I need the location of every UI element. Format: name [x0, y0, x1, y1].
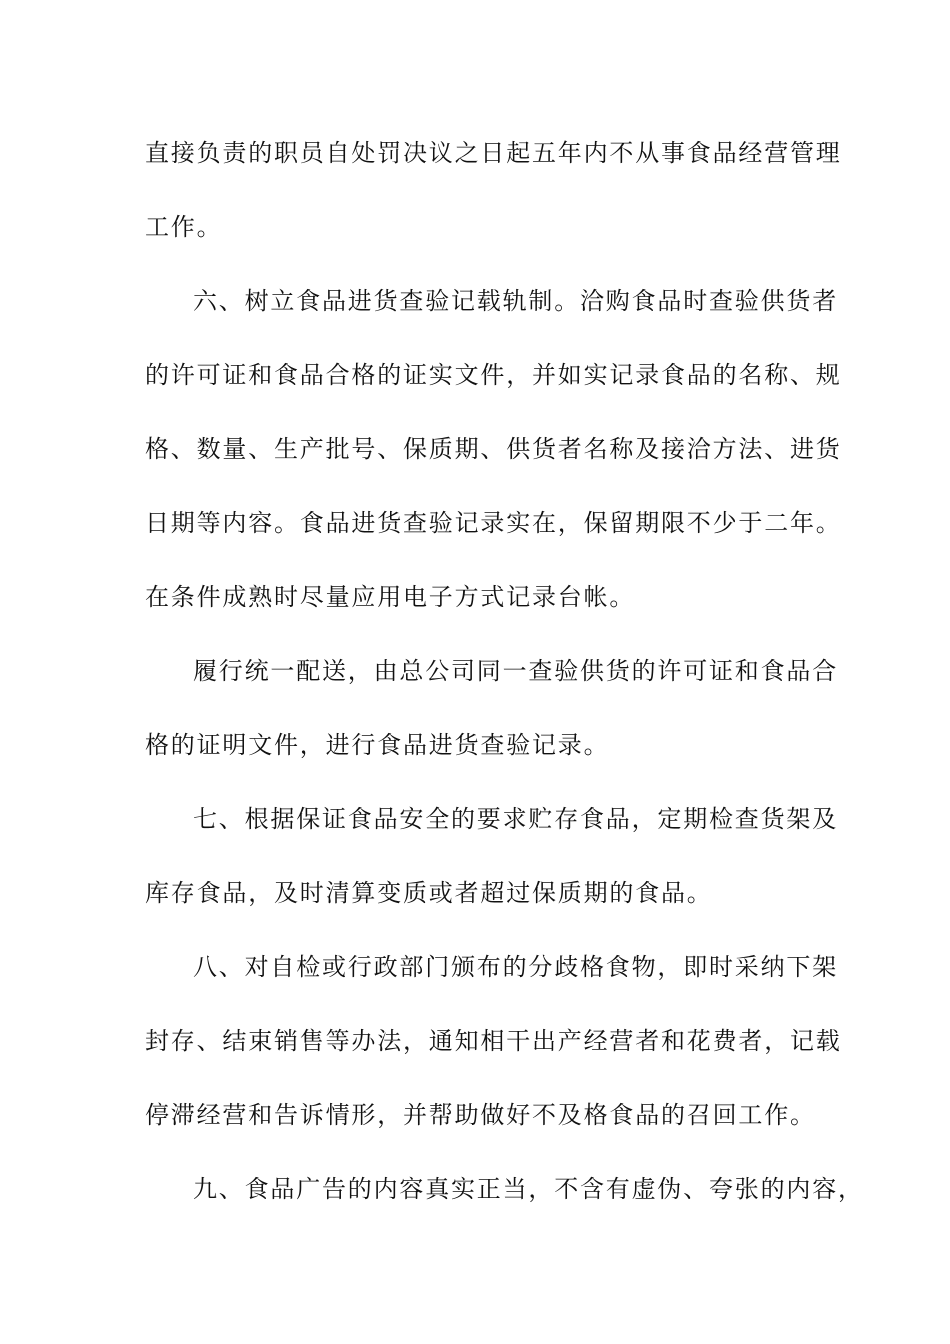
text-line: 的许可证和食品合格的证实文件，并如实记录食品的名称、规: [145, 361, 842, 389]
text-line: 日期等内容。食品进货查验记录实在，保留期限不少于二年。: [145, 509, 842, 537]
paragraph-start-line: 履行统一配送，由总公司同一查验供货的许可证和食品合: [193, 657, 838, 685]
paragraph-start-line: 九、食品广告的内容真实正当，不含有虚伪、夸张的内容，: [193, 1175, 864, 1203]
text-line: 停滞经营和告诉情形，并帮助做好不及格食品的召回工作。: [145, 1101, 816, 1129]
text-line: 工作。: [145, 213, 223, 241]
text-line: 直接负责的职员自处罚决议之日起五年内不从事食品经营管理: [145, 139, 842, 167]
text-line: 格、数量、生产批号、保质期、供货者名称及接洽方法、进货: [145, 435, 842, 463]
text-line: 库存食品，及时清算变质或者超过保质期的食品。: [145, 879, 713, 907]
text-line: 格的证明文件，进行食品进货查验记录。: [145, 731, 610, 759]
paragraph-start-line: 八、对自检或行政部门颁布的分歧格食物，即时采纳下架: [193, 953, 838, 981]
text-line: 封存、结束销售等办法，通知相干出产经营者和花费者，记载: [145, 1027, 842, 1055]
paragraph-start-line: 七、根据保证食品安全的要求贮存食品，定期检查货架及: [193, 805, 838, 833]
paragraph-start-line: 六、树立食品进货查验记载轨制。洽购食品时查验供货者: [193, 287, 838, 315]
text-line: 在条件成熟时尽量应用电子方式记录台帐。: [145, 583, 636, 611]
